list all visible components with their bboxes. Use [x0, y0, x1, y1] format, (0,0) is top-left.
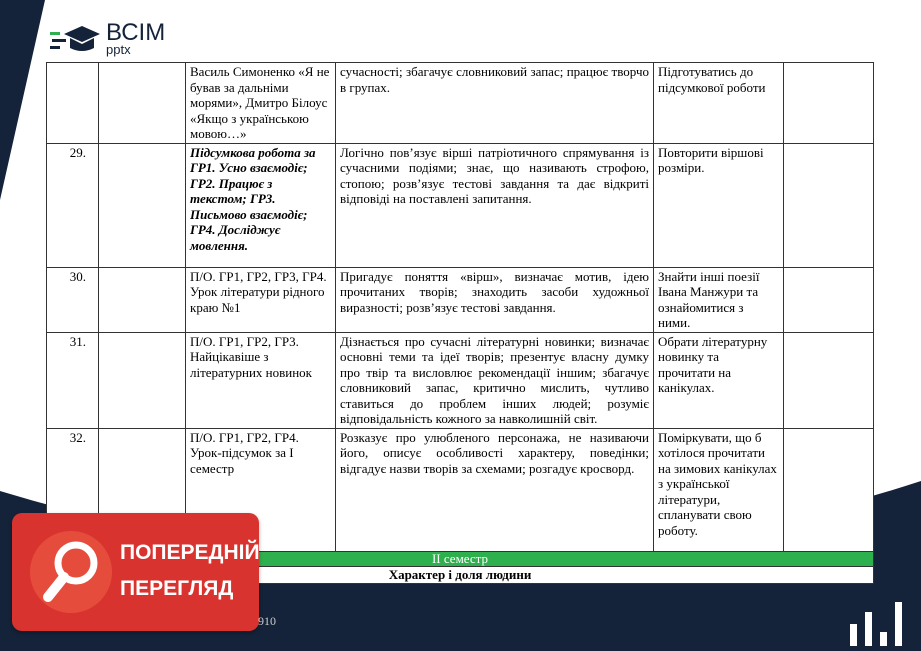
table-row [47, 143, 874, 267]
outcomes-cell: Логічно пов’язує вірші патріотичного спрямування із сучасними подіями; знає, що називають строфою, стопою; розв’язує тестові завдання та дає відкриті відповіді на поставлені запитання. [336, 143, 654, 267]
topic-cell: Василь Симоненко «Я не бував за дальніми морями», Дмитро Білоус «Якщо з українською мовою…» [186, 63, 336, 144]
row-number: 31. [47, 332, 99, 428]
row-number: 29. [47, 143, 99, 267]
graduation-cap-icon [50, 24, 100, 54]
outcomes-cell: Дізнається про сучасні літературні новинки; визначає основні теми та ідеї творів; презентує власну думку про твір та висловлює рекомендації іншим; збагачує словниковий запас, критично мислить, чутливо ставиться до проблем інших людей; розуміє відповідальність кожного за навколишній світ. [336, 332, 654, 428]
row-cell [784, 428, 874, 551]
preview-badge[interactable] [12, 513, 259, 631]
row-cell [784, 267, 874, 332]
topic-cell: П/О. ГР1, ГР2, ГР3, ГР4. Урок літератури рідного краю №1 [186, 267, 336, 332]
bars-decoration [850, 600, 902, 646]
outcomes-cell: Пригадує поняття «вірш», визначає мотив, ідею прочитаних творів; знаходить засоби художньої виразності; розв’язує тестові завдання. [336, 267, 654, 332]
homework-cell: Повторити віршові розміри. [654, 143, 784, 267]
row-cell [784, 332, 874, 428]
homework-cell: Поміркувати, що б хотілося прочитати на зимових канікулах з української літератури, спланувати свою роботу. [654, 428, 784, 551]
row-cell [784, 63, 874, 144]
row-cell [99, 267, 186, 332]
row-cell [99, 143, 186, 267]
topic-cell: Підсумкова робота за ГР1. Усно взаємодіє; ГР2. Працює з текстом; ГР3. Письмово взаємодіє; ГР4. Досліджує мовлення. [186, 143, 336, 267]
table-row [47, 63, 874, 144]
table-row [47, 332, 874, 428]
topic-cell: П/О. ГР1, ГР2, ГР4. Урок-підсумок за І семестр [186, 428, 336, 551]
homework-cell: Знайти інші поезії Івана Манжури та ознайомитися з ними. [654, 267, 784, 332]
page-number: 910 [258, 614, 276, 628]
outcomes-cell: Розказує про улюбленого персонажа, не називаючи його, описує особливості характеру, поведінки; відгадує назви творів за схемами; розгадує кросворд. [336, 428, 654, 551]
magnifier-icon [30, 531, 112, 613]
lesson-plan-table [46, 62, 874, 584]
outcomes-cell: сучасності; збагачує словниковий запас; працює творчо в групах. [336, 63, 654, 144]
theme-label: Характер і доля людини [47, 566, 874, 583]
logo [50, 19, 166, 57]
homework-cell: Обрати літературну новинку та прочитати на канікулах. [654, 332, 784, 428]
row-number: 30. [47, 267, 99, 332]
row-number [47, 63, 99, 144]
semester-label: ІІ семестр [47, 551, 874, 566]
row-cell [784, 143, 874, 267]
homework-cell: Підготуватись до підсумкової роботи [654, 63, 784, 144]
logo-subtitle: pptx [106, 42, 131, 57]
row-number: 32. [47, 428, 99, 551]
topic-cell: П/О. ГР1, ГР2, ГР3. Найцікавіше з літературних новинок [186, 332, 336, 428]
badge-line-2: ПЕРЕГЛЯД [120, 577, 234, 600]
row-cell [99, 63, 186, 144]
logo-title: ВСІМ [106, 19, 166, 46]
table-row [47, 267, 874, 332]
corner-decoration [0, 0, 45, 200]
badge-line-1: ПОПЕРЕДНІЙ [120, 541, 260, 564]
row-cell [99, 332, 186, 428]
